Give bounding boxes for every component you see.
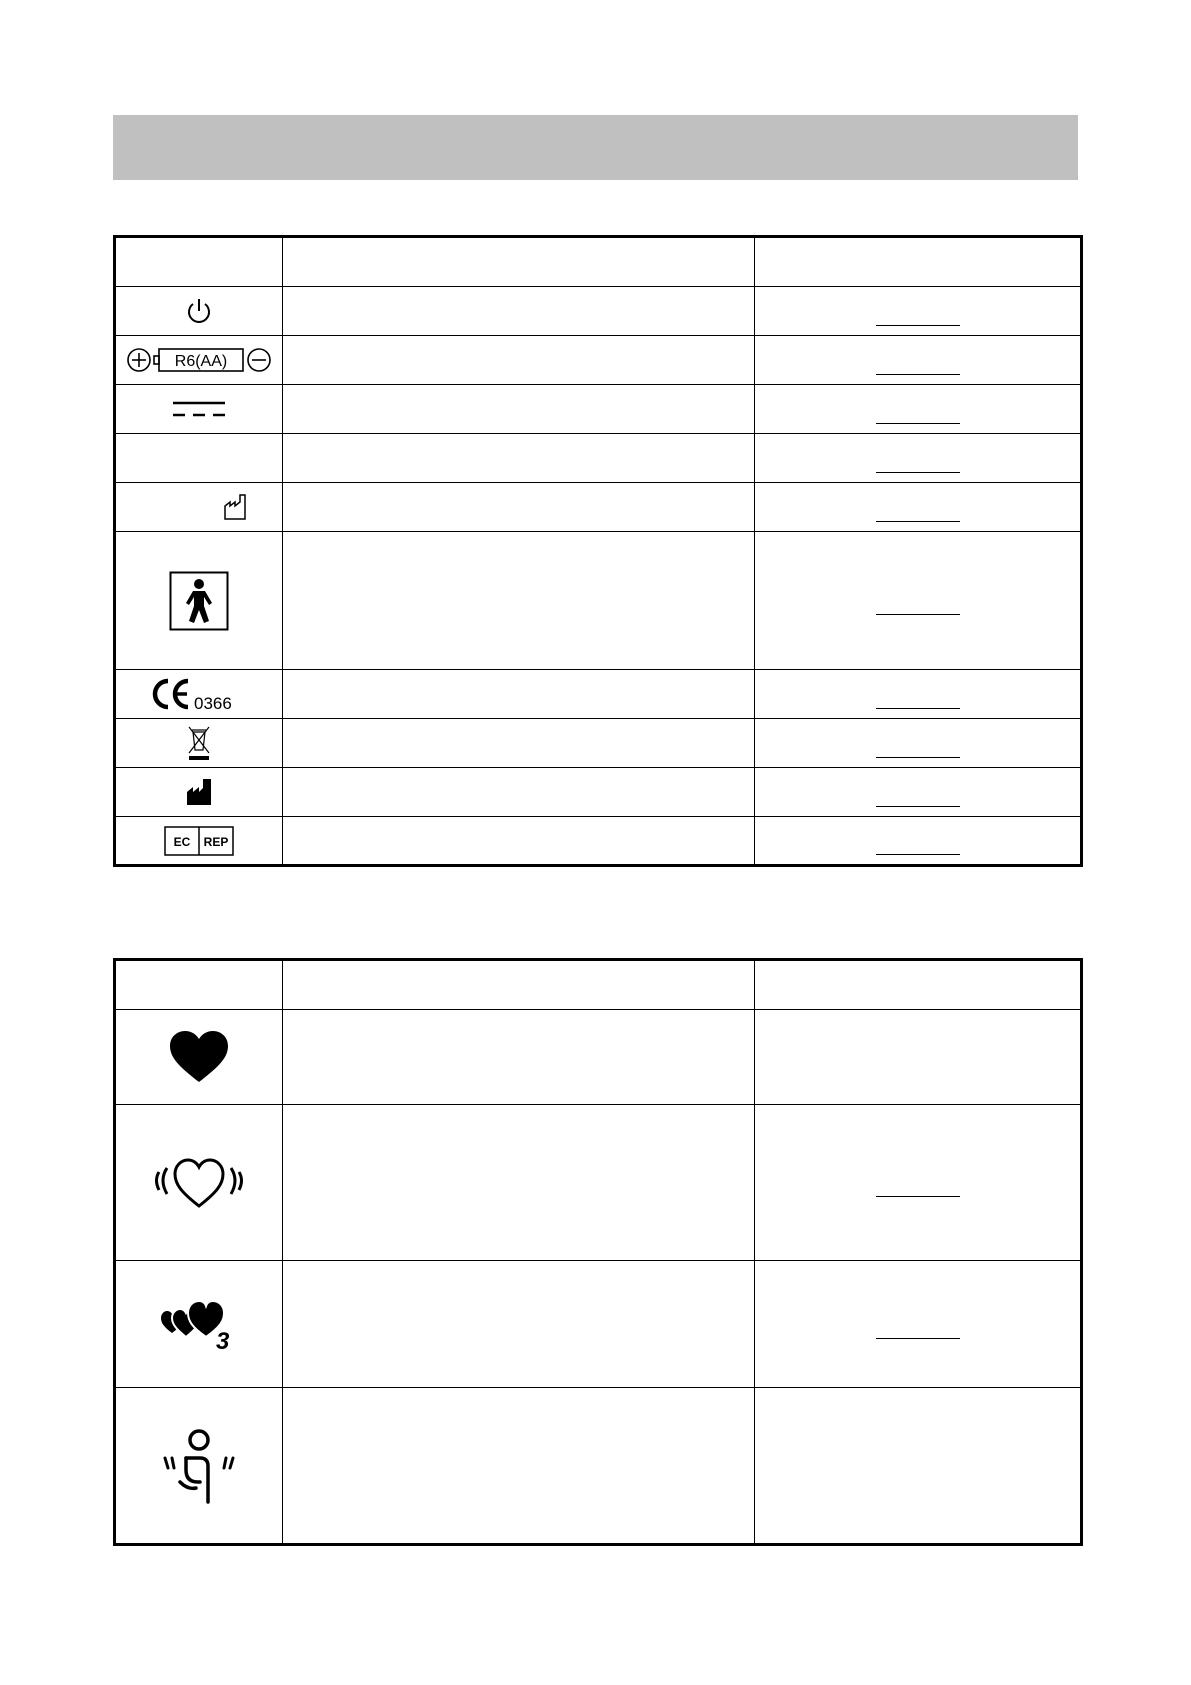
- heart-icon: [168, 1030, 230, 1084]
- table-row: [115, 1010, 1082, 1105]
- battery-icon: [126, 344, 272, 376]
- table-row: [115, 1388, 1082, 1545]
- reference-cell: [755, 1261, 1082, 1388]
- table-row: [115, 1261, 1082, 1388]
- reference-cell: [755, 483, 1082, 532]
- section-title-bar: [113, 115, 1078, 180]
- table-row: [115, 768, 1082, 817]
- reference-cell: [755, 434, 1082, 483]
- description-cell: [283, 719, 755, 768]
- reference-line: [876, 423, 960, 424]
- reference-line: [876, 854, 960, 855]
- reference-cell: [755, 385, 1082, 434]
- reference-cell: [755, 1010, 1082, 1105]
- table-row: [115, 434, 1082, 483]
- weee-bin-icon: [186, 724, 212, 762]
- table-row: [115, 719, 1082, 768]
- header-symbol: [115, 960, 283, 1010]
- reference-cell: [755, 1388, 1082, 1545]
- reference-cell: [755, 817, 1082, 866]
- reference-line: [876, 325, 960, 326]
- table-row: [115, 817, 1082, 866]
- reference-line: [876, 1196, 960, 1197]
- reference-cell: [755, 768, 1082, 817]
- reference-cell: [755, 1105, 1082, 1261]
- manufacturer-icon: [185, 777, 213, 807]
- description-cell: [283, 434, 755, 483]
- display-symbols-table: [113, 958, 1083, 1546]
- reference-cell: [755, 532, 1082, 670]
- table-row: [115, 1105, 1082, 1261]
- table-header-row: [115, 960, 1082, 1010]
- reference-line: [876, 708, 960, 709]
- table-row: [115, 483, 1082, 532]
- ec-rep-icon: [164, 826, 234, 856]
- rep-label: REP: [203, 834, 229, 849]
- description-cell: [283, 1105, 755, 1261]
- description-cell: [283, 385, 755, 434]
- reference-cell: [755, 336, 1082, 385]
- hearts-count-label: 3: [216, 1328, 230, 1351]
- reference-line: [876, 1338, 960, 1339]
- ec-label: EC: [173, 834, 191, 849]
- reference-cell: [755, 287, 1082, 336]
- table-row: [115, 670, 1082, 719]
- description-cell: [283, 287, 755, 336]
- reference-cell: [755, 719, 1082, 768]
- description-cell: [283, 532, 755, 670]
- header-symbol: [115, 237, 283, 287]
- reference-line: [876, 757, 960, 758]
- symbols-table: [113, 235, 1083, 867]
- description-cell: [283, 1388, 755, 1545]
- table-row: [115, 287, 1082, 336]
- header-reference: [755, 237, 1082, 287]
- table-header-row: [115, 237, 1082, 287]
- description-cell: [283, 768, 755, 817]
- battery-label: R6(AA): [174, 353, 228, 370]
- reference-cell: [755, 670, 1082, 719]
- hearts-count-icon: [158, 1297, 240, 1351]
- description-cell: [283, 817, 755, 866]
- table-row: [115, 385, 1082, 434]
- reference-line: [876, 374, 960, 375]
- reference-line: [876, 614, 960, 615]
- table-row: [115, 532, 1082, 670]
- irregular-heartbeat-icon: [147, 1154, 251, 1212]
- ce-number: 0366: [194, 694, 232, 711]
- ce-mark-icon: [150, 677, 248, 711]
- reference-line: [876, 521, 960, 522]
- description-cell: [283, 336, 755, 385]
- header-description: [283, 960, 755, 1010]
- empty-symbol-cell: [115, 434, 283, 483]
- reference-line: [876, 806, 960, 807]
- description-cell: [283, 483, 755, 532]
- manufacture-date-icon: [169, 492, 249, 522]
- body-movement-icon: [156, 1428, 242, 1504]
- power-icon: [184, 296, 214, 326]
- table-row: [115, 336, 1082, 385]
- type-bf-applied-part-icon: [169, 571, 229, 631]
- header-description: [283, 237, 755, 287]
- description-cell: [283, 670, 755, 719]
- description-cell: [283, 1010, 755, 1105]
- reference-line: [876, 472, 960, 473]
- description-cell: [283, 1261, 755, 1388]
- direct-current-icon: [171, 397, 227, 421]
- header-reference: [755, 960, 1082, 1010]
